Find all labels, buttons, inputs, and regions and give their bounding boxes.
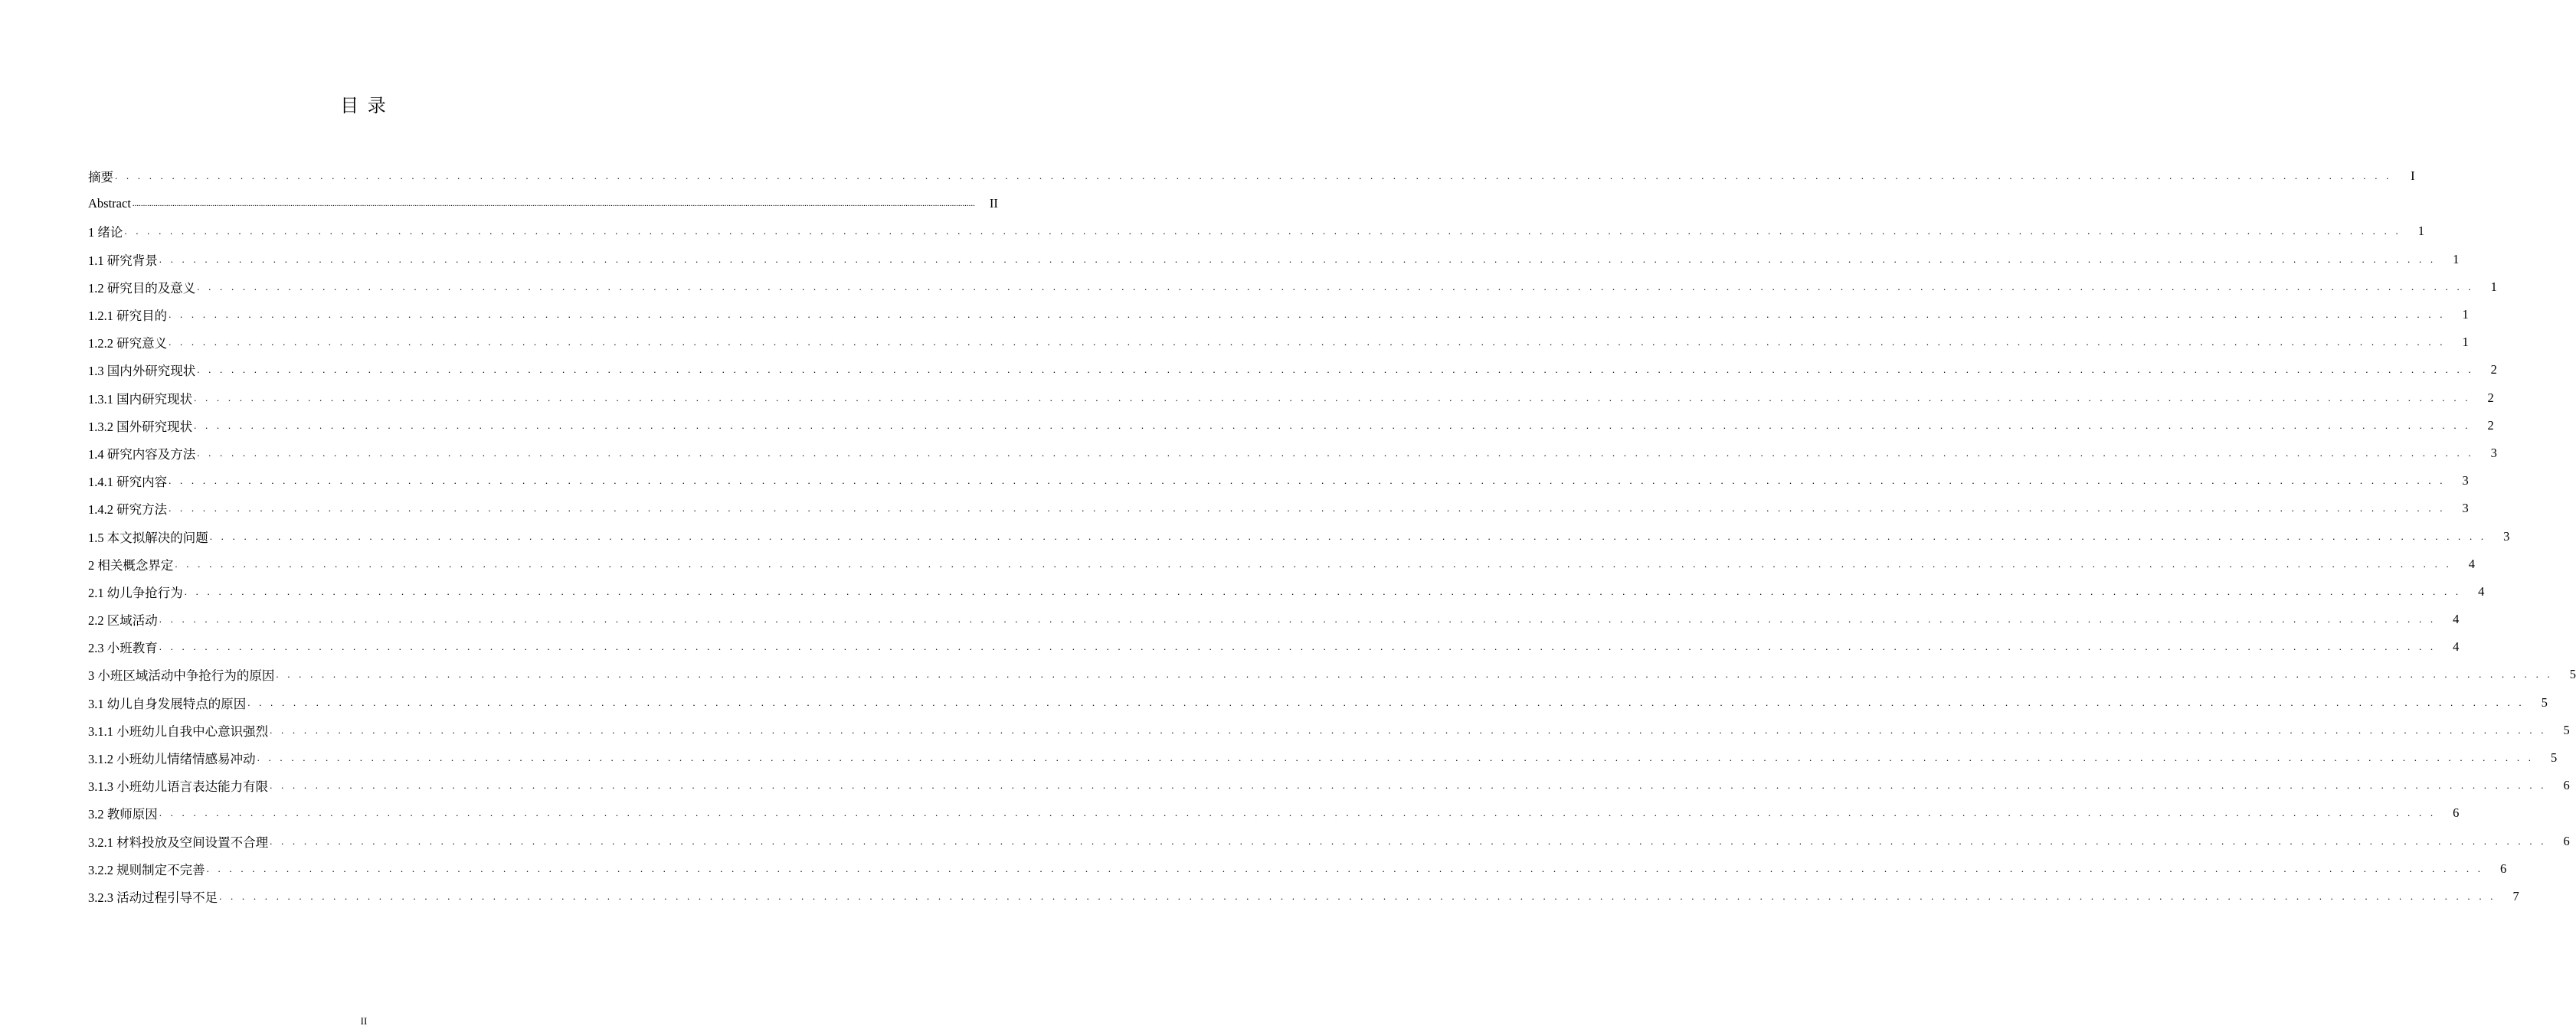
toc-entry-label: 摘要	[88, 170, 113, 185]
toc-leader-dots: . . . . . . . . . . . . . . . . . . . . . . . . . . . . . . . . . . . . . . . . . . . . . . . . . . . . . . . . . . . . . . . . . . . . . . . . . . . . . . . . . . . . . . . . . . . . . . . . . . . . . . . . . . . . . . . . . . . . . . . . . . . . . . . . . . . . . . . . . . . . . . . . . . . . . . . . . . . . . . . . . . . . . . . . . . . . . . . . . . . . . . . . . . . . . . . . . . . . . . . .	[124, 225, 2401, 237]
toc-entry-page: 1	[2462, 307, 2469, 322]
toc-entry-label: 1.1 研究背景	[88, 253, 158, 268]
toc-entry-label: 3.2.1 材料投放及空间设置不合理	[88, 835, 269, 850]
toc-entry-label: 1.3.2 国外研究现状	[88, 419, 193, 434]
toc-leader-dots: . . . . . . . . . . . . . . . . . . . . . . . . . . . . . . . . . . . . . . . . . . . . . . . . . . . . . . . . . . . . . . . . . . . . . . . . . . . . . . . . . . . . . . . . . . . . . . . . . . . . . . . . . . . . . . . . . . . . . . . . . . . . . . . . . . . . . . . . . . . . . . . . . . . . . . . . . . . . . . . . . . . . . . . . . . . . . . . . . . . . . . . . . . . . . . . . . . . . . . . .	[197, 280, 2474, 292]
toc-entry-label: 1.3.1 国内研究现状	[88, 391, 193, 407]
toc-leader-dots: . . . . . . . . . . . . . . . . . . . . . . . . . . . . . . . . . . . . . . . . . . . . . . . . . . . . . . . . . . . . . . . . . . . . . . . . . . . . . . . . . . . . . . . . . . . . . . . . . . . . . . . . . . . . . . . . . . . . . . . . . . . . . . . . . . . . . . . . . . . . . . . . . . . . . . . . . . . . . . . . . . . . . . . . . . . . . . . . . . . . . . . . . . . . . . . . . . . . . . . .	[270, 779, 2547, 792]
toc-entry-page: 6	[2499, 861, 2507, 876]
toc-entry-page: 5	[2541, 694, 2548, 710]
toc-leader-dots: . . . . . . . . . . . . . . . . . . . . . . . . . . . . . . . . . . . . . . . . . . . . . . . . . . . . . . . . . . . . . . . . . . . . . . . . . . . . . . . . . . . . . . . . . . . . . . . . . . . . . . . . . . . . . . . . . . . . . . . . . . . . . . . . . . . . . . . . . . . . . . . . . . . . . . . . . . . . . . . . . . . . . . . . . . . . . . . . . . . . . . . . . . . . . . . . . . . . . . . .	[159, 807, 2437, 819]
toc-entry[interactable]	[88, 190, 998, 217]
toc-leader-dots: . . . . . . . . . . . . . . . . . . . . . . . . . . . . . . . . . . . . . . . . . . . . . . . . . . . . . . . . . . . . . . . . . . . . . . . . . . . . . . . . . . . . . . . . . . . . . . . . . . . . . . . . . . . . . . . . . . . . . . . . . . . . . . . . . . . . . . . . . . . . . . . . . . . . . . . . . . . . . . . . . . . . . . . . . . . . . . . . . . . . . . . . . . . . . . . . . . . . . . . .	[159, 253, 2437, 265]
toc-entry-label: 3.2.2 规则制定不完善	[88, 862, 205, 877]
toc-entry-label: 3 小班区域活动中争抢行为的原因	[88, 668, 275, 684]
toc-entry-label: 2.3 小班教育	[88, 641, 158, 656]
toc-entry-page: 2	[2487, 390, 2494, 405]
toc-entry[interactable]	[88, 883, 2519, 910]
toc-entry[interactable]	[88, 550, 2475, 578]
toc-entry[interactable]	[88, 633, 2460, 661]
toc-leader-dots: . . . . . . . . . . . . . . . . . . . . . . . . . . . . . . . . . . . . . . . . . . . . . . . . . . . . . . . . . . . . . . . . . . . . . . . . . . . . . . . . . . . . . . . . . . . . . . . . . . . . . . . . . . . . . . . . . . . . . . . . . . . . . . . . . . . . . . . . . . . . . . . . . . . . . . . . . . . . . . . . . . . . . . . . . . . . . . . . . . . . . . . . . . . . . . . . . . . . . . . .	[169, 475, 2446, 487]
toc-entry[interactable]	[88, 828, 2570, 855]
toc-entry-page: 3	[2462, 501, 2469, 516]
toc-entry[interactable]	[88, 162, 2415, 190]
toc-entry[interactable]	[88, 467, 2469, 495]
toc-entry[interactable]	[88, 356, 2497, 384]
toc-entry[interactable]	[88, 384, 2494, 412]
toc-entry-label: 1.3 国内外研究现状	[88, 364, 196, 379]
toc-entry-label: Abstract	[88, 196, 131, 211]
page-footer-number: II	[360, 1015, 368, 1027]
toc-entry-label: 2.1 幼儿争抢行为	[88, 585, 183, 600]
toc-entry-label: 1.4.1 研究内容	[88, 475, 168, 490]
toc-leader-dots: . . . . . . . . . . . . . . . . . . . . . . . . . . . . . . . . . . . . . . . . . . . . . . . . . . . . . . . . . . . . . . . . . . . . . . . . . . . . . . . . . . . . . . . . . . . . . . . . . . . . . . . . . . . . . . . . . . . . . . . . . . . . . . . . . . . . . . . . . . . . . . . . . . . . . . . . . . . . . . . . . . . . . . . . . . . . . . . . . . . . . . . . . . . . . . . . . . . . . . . .	[194, 391, 2471, 403]
toc-entry[interactable]	[88, 328, 2469, 356]
toc-entry-label: 3.2.3 活动过程引导不足	[88, 890, 218, 905]
toc-entry-page: 7	[2512, 888, 2519, 903]
toc-entry-label: 1.2.2 研究意义	[88, 336, 168, 351]
toc-entry-page: 3	[2490, 445, 2497, 460]
toc-entry-page: 4	[2478, 583, 2485, 599]
toc-leader-dots: . . . . . . . . . . . . . . . . . . . . . . . . . . . . . . . . . . . . . . . . . . . . . . . . . . . . . . . . . . . . . . . . . . . . . . . . . . . . . . . . . . . . . . . . . . . . . . . . . . . . . . . . . . . . . . . . . . . . . . . . . . . . . . . . . . . . . . . . . . . . . . . . . . . . . . . . . . . . . . . . . . . . . . . . . . . . . . . . . . . . . . . . . . . . . . . . . . . . . . . .	[115, 170, 2392, 182]
toc-entry-page: 3	[2503, 528, 2510, 544]
toc-leader-dots: . . . . . . . . . . . . . . . . . . . . . . . . . . . . . . . . . . . . . . . . . . . . . . . . . . . . . . . . . . . . . . . . . . . . . . . . . . . . . . . . . . . . . . . . . . . . . . . . . . . . . . . . . . . . . . . . . . . . . . . . . . . . . . . . . . . . . . . . . . . . . . . . . . . . . . . . . . . . . . . . . . . . . . . . . . . . . . . . . . . . . . . . . . . . . . . . . . . . . . . .	[194, 419, 2471, 431]
toc-leader-dots: . . . . . . . . . . . . . . . . . . . . . . . . . . . . . . . . . . . . . . . . . . . . . . . . . . . . . . . . . . . . . . . . . . . . . . . . . . . . . . . . . . . . . . . . . . . . . . . . . . . . . . . . . . . . . . . . . . . . . . . . . . . . . . . . . . . . . . . . . . . . . . . . . . . . . . . . . . . . . . . . . . . . . . . . . . . . . . . . . . . . . . . . . . . . . . . . . . . . . . . .	[270, 724, 2547, 736]
toc-entry-label: 1.4.2 研究方法	[88, 502, 168, 518]
toc-entry-page: 1	[2453, 251, 2460, 266]
toc-entry-page: 5	[2550, 750, 2558, 766]
toc-entry-page: 4	[2453, 639, 2460, 655]
toc-entry-page: 3	[2462, 473, 2469, 488]
toc-entry-page: 5	[2569, 667, 2576, 682]
toc-entry[interactable]	[88, 578, 2485, 606]
toc-entry-page: 6	[2453, 805, 2460, 821]
toc-entry-page: 6	[2563, 833, 2570, 848]
toc-entry-page: 4	[2453, 612, 2460, 627]
toc-entry[interactable]	[88, 301, 2469, 328]
toc-entry-label: 2.2 区域活动	[88, 613, 158, 629]
toc-title: 目 录	[340, 95, 388, 116]
toc-entry-page: 5	[2563, 722, 2570, 737]
toc-entry-label: 1.5 本文拟解决的问题	[88, 530, 208, 545]
toc-entry-page: I	[2411, 168, 2415, 184]
toc-entry-label: 1.4 研究内容及方法	[88, 446, 196, 462]
toc-entry-label: 3.1.2 小班幼儿情绪情感易冲动	[88, 752, 256, 767]
toc-leader-dots: . . . . . . . . . . . . . . . . . . . . . . . . . . . . . . . . . . . . . . . . . . . . . . . . . . . . . . . . . . . . . . . . . . . . . . . . . . . . . . . . . . . . . . . . . . . . . . . . . . . . . . . . . . . . . . . . . . . . . . . . . . . . . . . . . . . . . . . . . . . . . . . . . . . . . . . . . . . . . . . . . . . . . . . . . . . . . . . . . . . . . . . . . . . . . . . . . . . . . . . .	[219, 890, 2496, 902]
toc-leader-dots: . . . . . . . . . . . . . . . . . . . . . . . . . . . . . . . . . . . . . . . . . . . . . . . . . . . . . . . . . . . . . . . . . . . . . . . . . . . . . . . . . . . . . . . . . . . . . . . . . . . . . . . . . . . . . . . . . . . . . . . . . . . . . . . . . . . . . . . . . . . . . . . . . . . . . . . . . . . . . . . . . . . . . . . . . . . . . . . . . . . . . . . . . . . . . . . . . . . . . . . .	[197, 364, 2474, 376]
toc-entry[interactable]	[88, 717, 2570, 744]
toc-entry[interactable]	[88, 661, 2576, 688]
toc-leader-dots: . . . . . . . . . . . . . . . . . . . . . . . . . . . . . . . . . . . . . . . . . . . . . . . . . . . . . . . . . . . . . . . . . . . . . . . . . . . . . . . . . . . . . . . . . . . . . . . . . . . . . . . . . . . . . . . . . . . . . . . . . . . . . . . . . . . . . . . . . . . . . . . . . . . . . . . . . . . . . . . . . . . . . . . . . . . . . . . . . . . . . . . . . . . . . . . . . . . . . . . .	[257, 752, 2535, 764]
toc-entry[interactable]	[88, 772, 2570, 799]
toc-list	[88, 162, 2576, 910]
toc-leader-dots: . . . . . . . . . . . . . . . . . . . . . . . . . . . . . . . . . . . . . . . . . . . . . . . . . . . . . . . . . . . . . . . . . . . . . . . . . . . . . . . . . . . . . . . . . . . . . . . . . . . . . . . . . . . . . . . . . . . . . . . . . . . . . . . . . . . . . . . . . . . . . . . . . . . . . . . . . . . . . . . . . . . . . . . . . . . . . . . . . . . . . . . . . . . . . . . . . . . . . . . .	[197, 446, 2474, 459]
toc-entry-page: 2	[2490, 362, 2497, 377]
toc-leader-dots: . . . . . . . . . . . . . . . . . . . . . . . . . . . . . . . . . . . . . . . . . . . . . . . . . . . . . . . . . . . . . . . . . . . . . . . . . . . . . . . . . . . . . . . . . . . . . . . . . . . . . . . . . . . . . . . . . . . . . . . . . . . . . . . . . . . . . . . . . . . . . . . . . . . . . . . . . . . . . . . . . . . . . . . . . . . . . . . . . . . . . . . . . . . . . . . . . . . . . . . .	[169, 336, 2446, 348]
toc-leader-dots: . . . . . . . . . . . . . . . . . . . . . . . . . . . . . . . . . . . . . . . . . . . . . . . . . . . . . . . . . . . . . . . . . . . . . . . . . . . . . . . . . . . . . . . . . . . . . . . . . . . . . . . . . . . . . . . . . . . . . . . . . . . . . . . . . . . . . . . . . . . . . . . . . . . . . . . . . . . . . . . . . . . . . . . . . . . . . . . . . . . . . . . . . . . . . . . . . . . . . . . .	[159, 613, 2437, 626]
toc-entry-page: 1	[2462, 335, 2469, 350]
toc-leader-dots: . . . . . . . . . . . . . . . . . . . . . . . . . . . . . . . . . . . . . . . . . . . . . . . . . . . . . . . . . . . . . . . . . . . . . . . . . . . . . . . . . . . . . . . . . . . . . . . . . . . . . . . . . . . . . . . . . . . . . . . . . . . . . . . . . . . . . . . . . . . . . . . . . . . . . . . . . . . . . . . . . . . . . . . . . . . . . . . . . . . . . . . . . . . . . . . . . . . . . . . .	[209, 530, 2487, 542]
toc-entry[interactable]	[88, 744, 2558, 772]
toc-entry-label: 3.1 幼儿自身发展特点的原因	[88, 696, 247, 711]
toc-entry[interactable]	[88, 246, 2460, 273]
toc-leader-dots: . . . . . . . . . . . . . . . . . . . . . . . . . . . . . . . . . . . . . . . . . . . . . . . . . . . . . . . . . . . . . . . . . . . . . . . . . . . . . . . . . . . . . . . . . . . . . . . . . . . . . . . . . . . . . . . . . . . . . . . . . . . . . . . . . . . . . . . . . . . . . . . . . . . . . . . . . . . . . . . . . . . . . . . . . . . . . . . . . . . . . . . . . . . . . . . . . . . . . . . .	[169, 502, 2446, 514]
toc-entry[interactable]	[88, 522, 2510, 550]
toc-leader-dots: . . . . . . . . . . . . . . . . . . . . . . . . . . . . . . . . . . . . . . . . . . . . . . . . . . . . . . . . . . . . . . . . . . . . . . . . . . . . . . . . . . . . . . . . . . . . . . . . . . . . . . . . . . . . . . . . . . . . . . . . . . . . . . . . . . . . . . . . . . . . . . . . . . . . . . . . . . . . . . . . . . . . . . . . . . . . . . . . . . . . . . . . . . . . . . . . . . . . . . . .	[184, 585, 2462, 597]
toc-entry-page: 1	[2417, 224, 2424, 239]
toc-leader-dots: . . . . . . . . . . . . . . . . . . . . . . . . . . . . . . . . . . . . . . . . . . . . . . . . . . . . . . . . . . . . . . . . . . . . . . . . . . . . . . . . . . . . . . . . . . . . . . . . . . . . . . . . . . . . . . . . . . . . . . . . . . . . . . . . . . . . . . . . . . . . . . . . . . . . . . . . . . . . . . . . . . . . . . . . . . . . . . . . . . . . . . . . . . . . . . . . . . . . . . . .	[247, 696, 2525, 708]
toc-entry-page: 2	[2487, 417, 2494, 433]
toc-entry-page: 6	[2563, 778, 2570, 793]
toc-entry[interactable]	[88, 855, 2507, 883]
toc-entry[interactable]	[88, 439, 2497, 467]
toc-entry-label: 3.2 教师原因	[88, 807, 158, 822]
toc-entry[interactable]	[88, 689, 2548, 717]
toc-entry[interactable]	[88, 217, 2424, 245]
toc-entry-label: 3.1.1 小班幼儿自我中心意识强烈	[88, 724, 269, 739]
toc-entry-page: 4	[2468, 556, 2475, 571]
toc-leader-dots: . . . . . . . . . . . . . . . . . . . . . . . . . . . . . . . . . . . . . . . . . . . . . . . . . . . . . . . . . . . . . . . . . . . . . . . . . . . . . . . . . . . . . . . . . . . . . . . . . . . . . . . . . . . . . . . . . . . . . . . . . . . . . . . . . . . . . . . . . . . . . . . . . . . . . . . . . . . . . . . . . . . . . . . . . . . . . . . . . . . . . . . . . . . . . . . . . . . . . . . .	[276, 668, 2553, 681]
toc-entry-label: 1 绪论	[88, 225, 123, 240]
toc-leader-dots: . . . . . . . . . . . . . . . . . . . . . . . . . . . . . . . . . . . . . . . . . . . . . . . . . . . . . . . . . . . . . . . . . . . . . . . . . . . . . . . . . . . . . . . . . . . . . . . . . . . . . . . . . . . . . . . . . . . . . . . . . . . . . . . . . . . . . . . . . . . . . . . . . . . . . . . . . . . . . . . . . . . . . . . . . . . . . . . . . . . . . . . . . . . . . . . . . . . . . . . .	[169, 309, 2446, 321]
toc-entry[interactable]	[88, 799, 2460, 827]
toc-leader-dots: . . . . . . . . . . . . . . . . . . . . . . . . . . . . . . . . . . . . . . . . . . . . . . . . . . . . . . . . . . . . . . . . . . . . . . . . . . . . . . . . . . . . . . . . . . . . . . . . . . . . . . . . . . . . . . . . . . . . . . . . . . . . . . . . . . . . . . . . . . . . . . . . . . . . . . . . . . . . . . . . . . . . . . . . . . . . . . . . . . . . . . . . . . . . . . . . . . . . . . . .	[206, 862, 2484, 874]
toc-entry-label: 3.1.3 小班幼儿语言表达能力有限	[88, 779, 269, 795]
toc-entry[interactable]	[88, 606, 2460, 633]
toc-entry-label: 1.2 研究目的及意义	[88, 280, 196, 296]
toc-entry-page: 1	[2490, 279, 2497, 294]
toc-entry-label: 2 相关概念界定	[88, 557, 174, 573]
toc-leader-dots: . . . . . . . . . . . . . . . . . . . . . . . . . . . . . . . . . . . . . . . . . . . . . . . . . . . . . . . . . . . . . . . . . . . . . . . . . . . . . . . . . . . . . . . . . . . . . . . . . . . . . . . . . . . . . . . . . . . . . . . . . . . . . . . . . . . . . . . . . . . . . . . . . . . . . . . . . . . . . . . . . . . . . . . . . . . . . . . . . . . . . . . . . . . . . . . . . . . . . . . .	[270, 835, 2547, 847]
toc-entry-label: 1.2.1 研究目的	[88, 309, 168, 324]
toc-leader-dots: . . . . . . . . . . . . . . . . . . . . . . . . . . . . . . . . . . . . . . . . . . . . . . . . . . . . . . . . . . . . . . . . . . . . . . . . . . . . . . . . . . . . . . . . . . . . . . . . . . . . . . . . . . . . . . . . . . . . . . . . . . . . . . . . . . . . . . . . . . . . . . . . . . . . . . . . . . . . . . . . . . . . . . . . . . . . . . . . . . . . . . . . . . . . . . . . . . . . . . . .	[175, 557, 2452, 570]
toc-entry[interactable]	[88, 273, 2497, 301]
toc-entry[interactable]	[88, 495, 2469, 522]
toc-leader-dots: . . . . . . . . . . . . . . . . . . . . . . . . . . . . . . . . . . . . . . . . . . . . . . . . . . . . . . . . . . . . . . . . . . . . . . . . . . . . . . . . . . . . . . . . . . . . . . . . . . . . . . . . . . . . . . . . . . . . . . . . . . . . . . . . . . . . . . . . . . . . . . . . . . . . . . . . . . . . . . . . . . . . . . . . . . . . . . . . . . . . . . . . . . . . . . . . . . . . . . . .	[159, 641, 2437, 653]
toc-leader-dots: ................................................................................................................................................................................................................................................................................................................................................................................................................	[132, 199, 975, 209]
toc-entry-page: II	[989, 196, 998, 211]
toc-entry[interactable]	[88, 412, 2494, 439]
